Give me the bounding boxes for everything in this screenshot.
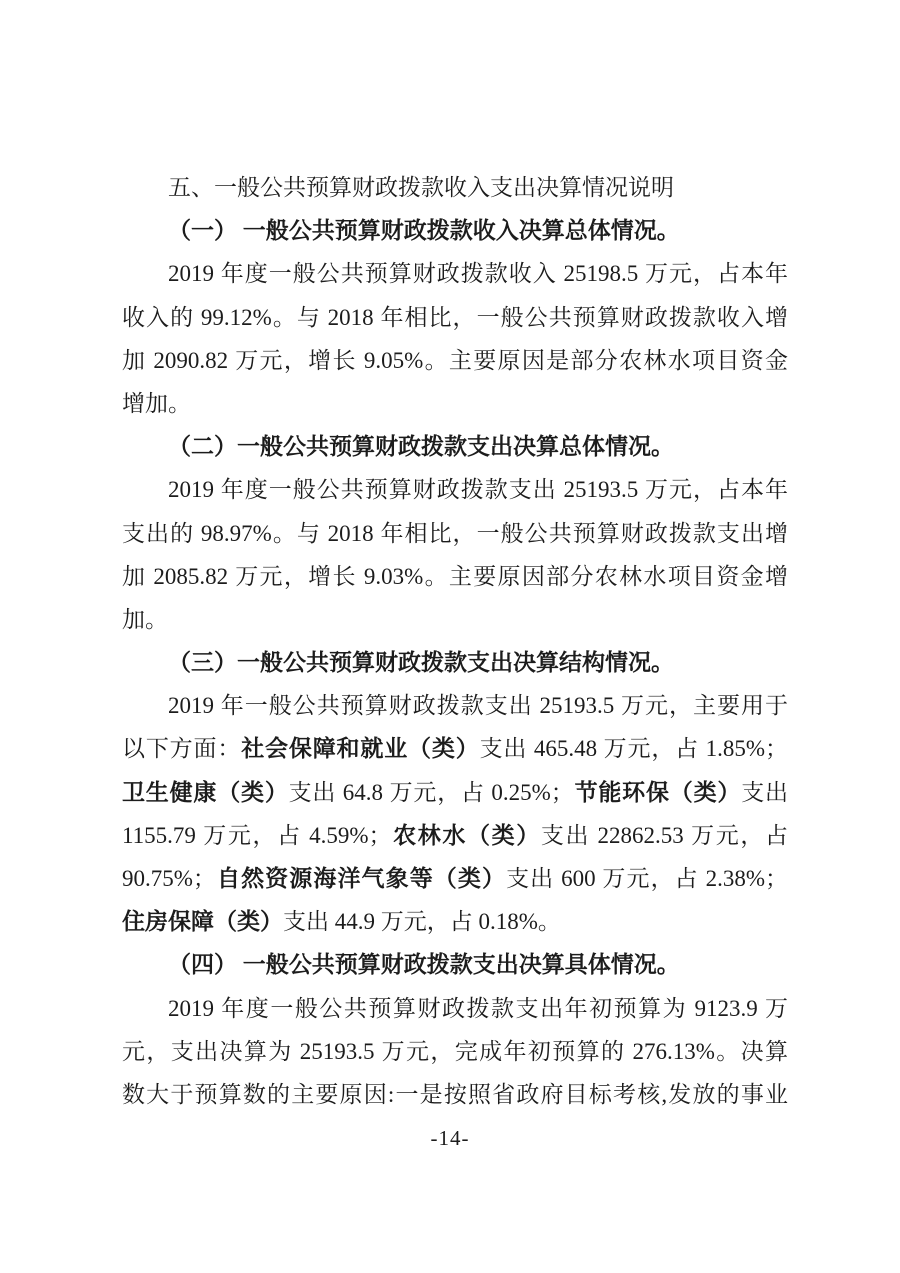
text-segment: 1155.79 万元，占 4.59%； [122, 822, 392, 848]
body-line [122, 814, 788, 857]
body-line [122, 771, 788, 814]
heading-3 [122, 641, 788, 684]
text-segment: 增加。 [122, 390, 191, 416]
text-segment: 收入的 99.12%。与 2018 年相比，一般公共预算财政拨款收入增 [122, 304, 788, 330]
bold-term: （四） 一般公共预算财政拨款支出决算具体情况。 [168, 952, 680, 978]
text-segment: 以下方面： [122, 736, 242, 762]
heading-2 [122, 425, 788, 468]
bold-term: 卫生健康（类） [122, 779, 289, 805]
body-line [122, 468, 788, 511]
body-line [122, 382, 788, 425]
text-segment: 2019 年度一般公共预算财政拨款支出年初预算为 9123.9 万 [168, 995, 788, 1021]
bold-term: 自然资源海洋气象等（类） [215, 866, 507, 891]
text-segment: 加 2090.82 万元，增长 9.05%。主要原因是部分农林水项目资金 [122, 347, 788, 373]
body-line [122, 857, 788, 900]
body-line [122, 296, 788, 339]
heading-1 [122, 209, 788, 252]
document-lines [122, 166, 788, 1116]
text-segment: 支出 [741, 779, 789, 805]
bold-term: （一） 一般公共预算财政拨款收入决算总体情况。 [168, 218, 680, 244]
text-segment: 加 2085.82 万元，增长 9.03%。主要原因部分农林水项目资金增 [122, 563, 788, 589]
text-segment: 2019 年一般公共预算财政拨款支出 25193.5 万元，主要用于 [168, 693, 788, 719]
bold-term: （二）一般公共预算财政拨款支出决算总体情况。 [168, 434, 674, 460]
doc-section-title [122, 166, 788, 209]
body-line [122, 684, 788, 727]
text-segment: 90.75%； [122, 866, 216, 891]
body-line [122, 252, 788, 295]
text-segment: 支出的 98.97%。与 2018 年相比，一般公共预算财政拨款支出增 [122, 520, 788, 546]
text-segment: 支出 600 万元，占 2.38%； [506, 866, 789, 891]
text-segment: 支出 64.8 万元，占 0.25%； [288, 779, 574, 805]
body-line [122, 987, 788, 1030]
bold-term: （三）一般公共预算财政拨款支出决算结构情况。 [168, 650, 674, 676]
text-segment: 五、一般公共预算财政拨款收入支出决算情况说明 [168, 175, 674, 200]
text-segment: 支出 22862.53 万元，占 [540, 822, 789, 848]
text-segment: 数大于预算数的主要原因:一是按照省政府目标考核,发放的事业 [122, 1081, 788, 1107]
body-line [122, 555, 788, 598]
text-segment: 加。 [122, 606, 168, 632]
text-segment: 支出 465.48 万元，占 1.85%； [479, 736, 789, 762]
body-line [122, 727, 788, 770]
body-line [122, 900, 788, 943]
bold-term: 社会保障和就业（类） [241, 736, 480, 762]
text-segment: 支出 44.9 万元，占 0.18%。 [283, 909, 561, 935]
heading-4 [122, 943, 788, 986]
bold-term: 住房保障（类） [122, 909, 283, 935]
body-line [122, 512, 788, 555]
body-line [122, 1073, 788, 1116]
text-segment: 2019 年度一般公共预算财政拨款支出 25193.5 万元，占本年 [168, 477, 788, 503]
bold-term: 节能环保（类） [573, 779, 742, 805]
page-number: -14- [430, 1126, 470, 1150]
bold-term: 农林水（类） [391, 822, 541, 848]
text-segment: 元，支出决算为 25193.5 万元，完成年初预算的 276.13%。决算 [122, 1038, 788, 1064]
body-line [122, 339, 788, 382]
body-line [122, 1030, 788, 1073]
text-segment: 2019 年度一般公共预算财政拨款收入 25198.5 万元，占本年 [168, 261, 788, 287]
body-line [122, 598, 788, 641]
